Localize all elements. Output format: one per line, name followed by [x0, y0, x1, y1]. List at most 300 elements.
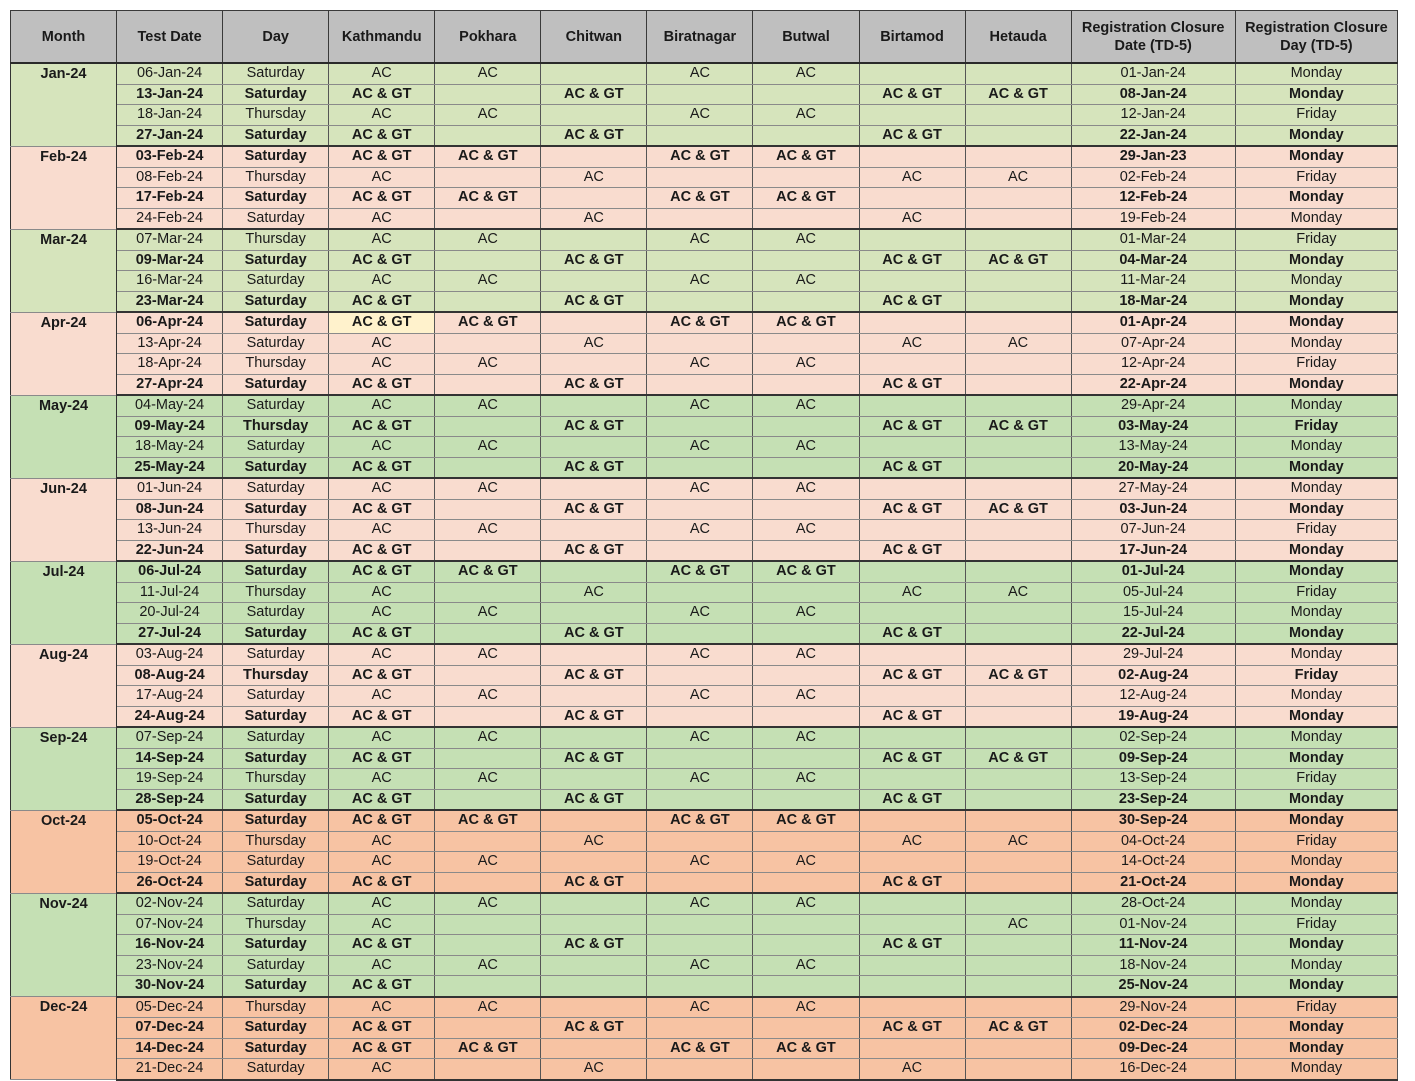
pokhara-cell: AC & GT	[435, 146, 541, 167]
birtamod-cell: AC & GT	[859, 374, 965, 395]
biratnagar-cell: AC & GT	[647, 1038, 753, 1059]
table-row	[11, 893, 1398, 914]
chitwan-cell	[541, 561, 647, 582]
kathmandu-cell: AC	[329, 437, 435, 458]
hetauda-cell	[965, 146, 1071, 167]
hetauda-cell	[965, 935, 1071, 956]
birtamod-cell: AC & GT	[859, 416, 965, 437]
closure-day-cell: Monday	[1235, 872, 1397, 893]
closure-day-cell: Monday	[1235, 333, 1397, 354]
pokhara-cell: AC	[435, 520, 541, 541]
closure-day-cell: Friday	[1235, 167, 1397, 188]
closure-day-cell: Monday	[1235, 706, 1397, 727]
pokhara-cell	[435, 914, 541, 935]
butwal-cell: AC	[753, 437, 859, 458]
pokhara-cell: AC	[435, 955, 541, 976]
butwal-cell: AC	[753, 686, 859, 707]
test-date-cell: 24-Aug-24	[117, 706, 223, 727]
closure-date-cell: 07-Jun-24	[1071, 520, 1235, 541]
table-row	[11, 416, 1398, 437]
hetauda-cell	[965, 457, 1071, 478]
closure-day-cell: Friday	[1235, 105, 1397, 126]
biratnagar-cell	[647, 914, 753, 935]
pokhara-cell	[435, 499, 541, 520]
closure-day-cell: Monday	[1235, 478, 1397, 499]
biratnagar-cell: AC & GT	[647, 146, 753, 167]
biratnagar-cell	[647, 457, 753, 478]
birtamod-cell: AC & GT	[859, 935, 965, 956]
birtamod-cell	[859, 976, 965, 997]
biratnagar-cell: AC	[647, 271, 753, 292]
chitwan-cell: AC & GT	[541, 416, 647, 437]
test-date-cell: 18-Apr-24	[117, 354, 223, 375]
hetauda-cell	[965, 1059, 1071, 1080]
closure-day-cell: Friday	[1235, 997, 1397, 1018]
test-date-cell: 28-Sep-24	[117, 789, 223, 810]
chitwan-cell	[541, 229, 647, 250]
birtamod-cell	[859, 312, 965, 333]
table-row	[11, 229, 1398, 250]
day-cell: Thursday	[223, 665, 329, 686]
butwal-cell	[753, 665, 859, 686]
month-cell: Mar-24	[11, 229, 117, 312]
kathmandu-cell: AC	[329, 395, 435, 416]
chitwan-cell	[541, 914, 647, 935]
hetauda-cell	[965, 955, 1071, 976]
test-date-cell: 01-Jun-24	[117, 478, 223, 499]
chitwan-cell: AC	[541, 167, 647, 188]
day-cell: Thursday	[223, 997, 329, 1018]
biratnagar-cell: AC & GT	[647, 312, 753, 333]
table-row	[11, 935, 1398, 956]
day-cell: Saturday	[223, 727, 329, 748]
pokhara-cell: AC & GT	[435, 810, 541, 831]
chitwan-cell: AC & GT	[541, 1018, 647, 1039]
hetauda-cell: AC	[965, 333, 1071, 354]
day-cell: Thursday	[223, 582, 329, 603]
closure-date-cell: 04-Mar-24	[1071, 250, 1235, 271]
closure-date-cell: 03-Jun-24	[1071, 499, 1235, 520]
month-cell: Jul-24	[11, 561, 117, 644]
closure-day-cell: Monday	[1235, 1059, 1397, 1080]
test-date-cell: 16-Nov-24	[117, 935, 223, 956]
butwal-cell	[753, 457, 859, 478]
closure-day-cell: Monday	[1235, 374, 1397, 395]
table-body	[11, 63, 1398, 1080]
month-cell: May-24	[11, 395, 117, 478]
biratnagar-cell: AC	[647, 852, 753, 873]
biratnagar-cell: AC	[647, 229, 753, 250]
birtamod-cell	[859, 478, 965, 499]
table-row	[11, 561, 1398, 582]
closure-date-cell: 11-Mar-24	[1071, 271, 1235, 292]
birtamod-cell: AC	[859, 831, 965, 852]
hetauda-cell	[965, 229, 1071, 250]
test-date-cell: 07-Mar-24	[117, 229, 223, 250]
test-date-cell: 19-Sep-24	[117, 769, 223, 790]
test-date-cell: 07-Nov-24	[117, 914, 223, 935]
butwal-cell	[753, 1018, 859, 1039]
test-date-cell: 13-Jun-24	[117, 520, 223, 541]
birtamod-cell: AC & GT	[859, 789, 965, 810]
chitwan-cell: AC & GT	[541, 623, 647, 644]
butwal-cell: AC	[753, 395, 859, 416]
kathmandu-cell: AC	[329, 769, 435, 790]
kathmandu-cell: AC	[329, 644, 435, 665]
table-row	[11, 665, 1398, 686]
butwal-cell	[753, 291, 859, 312]
pokhara-cell: AC	[435, 603, 541, 624]
closure-date-cell: 14-Oct-24	[1071, 852, 1235, 873]
hetauda-cell	[965, 769, 1071, 790]
day-cell: Thursday	[223, 914, 329, 935]
day-cell: Saturday	[223, 437, 329, 458]
butwal-cell: AC	[753, 852, 859, 873]
birtamod-cell: AC	[859, 582, 965, 603]
table-row	[11, 582, 1398, 603]
hetauda-cell: AC & GT	[965, 416, 1071, 437]
day-cell: Saturday	[223, 810, 329, 831]
closure-day-cell: Monday	[1235, 84, 1397, 105]
closure-date-cell: 28-Oct-24	[1071, 893, 1235, 914]
hetauda-cell	[965, 1038, 1071, 1059]
test-date-cell: 05-Dec-24	[117, 997, 223, 1018]
kathmandu-cell: AC	[329, 893, 435, 914]
hetauda-cell	[965, 810, 1071, 831]
chitwan-cell: AC	[541, 582, 647, 603]
butwal-cell: AC	[753, 354, 859, 375]
closure-day-cell: Monday	[1235, 935, 1397, 956]
butwal-cell: AC	[753, 769, 859, 790]
pokhara-cell: AC	[435, 437, 541, 458]
hetauda-cell: AC	[965, 167, 1071, 188]
closure-day-cell: Monday	[1235, 63, 1397, 84]
kathmandu-cell: AC	[329, 229, 435, 250]
biratnagar-cell	[647, 250, 753, 271]
pokhara-cell	[435, 250, 541, 271]
month-cell: Apr-24	[11, 312, 117, 395]
table-row	[11, 644, 1398, 665]
test-date-cell: 26-Oct-24	[117, 872, 223, 893]
kathmandu-cell: AC & GT	[329, 706, 435, 727]
pokhara-cell: AC	[435, 686, 541, 707]
table-row	[11, 167, 1398, 188]
butwal-cell: AC	[753, 229, 859, 250]
closure-day-cell: Monday	[1235, 955, 1397, 976]
chitwan-cell: AC & GT	[541, 125, 647, 146]
closure-date-cell: 13-Sep-24	[1071, 769, 1235, 790]
hetauda-cell	[965, 872, 1071, 893]
biratnagar-cell	[647, 291, 753, 312]
kathmandu-cell: AC	[329, 997, 435, 1018]
closure-day-cell: Monday	[1235, 686, 1397, 707]
chitwan-cell: AC & GT	[541, 374, 647, 395]
birtamod-cell	[859, 852, 965, 873]
chitwan-cell	[541, 810, 647, 831]
month-cell: Nov-24	[11, 893, 117, 997]
closure-day-cell: Monday	[1235, 893, 1397, 914]
hetauda-cell: AC & GT	[965, 250, 1071, 271]
biratnagar-cell	[647, 976, 753, 997]
pokhara-cell	[435, 1018, 541, 1039]
closure-date-cell: 29-Jan-23	[1071, 146, 1235, 167]
closure-date-cell: 30-Sep-24	[1071, 810, 1235, 831]
hetauda-cell	[965, 478, 1071, 499]
birtamod-cell	[859, 644, 965, 665]
birtamod-cell: AC & GT	[859, 706, 965, 727]
kathmandu-cell: AC & GT	[329, 146, 435, 167]
closure-date-cell: 08-Jan-24	[1071, 84, 1235, 105]
biratnagar-cell	[647, 125, 753, 146]
biratnagar-cell	[647, 333, 753, 354]
pokhara-cell	[435, 1059, 541, 1080]
closure-day-cell: Monday	[1235, 603, 1397, 624]
closure-date-cell: 02-Sep-24	[1071, 727, 1235, 748]
table-row	[11, 1059, 1398, 1080]
table-row	[11, 499, 1398, 520]
chitwan-cell: AC & GT	[541, 291, 647, 312]
day-cell: Saturday	[223, 748, 329, 769]
table-row	[11, 540, 1398, 561]
day-cell: Saturday	[223, 623, 329, 644]
header-day: Day	[223, 11, 329, 64]
kathmandu-cell: AC & GT	[329, 84, 435, 105]
closure-day-cell: Monday	[1235, 457, 1397, 478]
pokhara-cell	[435, 665, 541, 686]
biratnagar-cell: AC	[647, 727, 753, 748]
hetauda-cell	[965, 437, 1071, 458]
butwal-cell	[753, 789, 859, 810]
pokhara-cell: AC	[435, 852, 541, 873]
day-cell: Saturday	[223, 125, 329, 146]
closure-day-cell: Monday	[1235, 312, 1397, 333]
butwal-cell	[753, 540, 859, 561]
closure-day-cell: Friday	[1235, 665, 1397, 686]
biratnagar-cell	[647, 84, 753, 105]
kathmandu-cell: AC & GT	[329, 374, 435, 395]
butwal-cell	[753, 831, 859, 852]
day-cell: Saturday	[223, 686, 329, 707]
hetauda-cell	[965, 271, 1071, 292]
biratnagar-cell	[647, 665, 753, 686]
table-row	[11, 478, 1398, 499]
day-cell: Thursday	[223, 105, 329, 126]
table-row	[11, 520, 1398, 541]
hetauda-cell: AC	[965, 582, 1071, 603]
birtamod-cell: AC & GT	[859, 125, 965, 146]
month-cell: Aug-24	[11, 644, 117, 727]
pokhara-cell	[435, 208, 541, 229]
birtamod-cell	[859, 997, 965, 1018]
table-row	[11, 997, 1398, 1018]
hetauda-cell	[965, 976, 1071, 997]
closure-date-cell: 25-Nov-24	[1071, 976, 1235, 997]
closure-date-cell: 29-Apr-24	[1071, 395, 1235, 416]
hetauda-cell	[965, 561, 1071, 582]
table-row	[11, 748, 1398, 769]
birtamod-cell: AC	[859, 208, 965, 229]
test-date-cell: 06-Jul-24	[117, 561, 223, 582]
month-cell: Jun-24	[11, 478, 117, 561]
pokhara-cell	[435, 582, 541, 603]
table-row	[11, 810, 1398, 831]
test-date-cell: 13-Jan-24	[117, 84, 223, 105]
kathmandu-cell: AC & GT	[329, 125, 435, 146]
chitwan-cell	[541, 520, 647, 541]
chitwan-cell	[541, 105, 647, 126]
butwal-cell	[753, 167, 859, 188]
biratnagar-cell: AC	[647, 686, 753, 707]
table-row	[11, 333, 1398, 354]
kathmandu-cell: AC & GT	[329, 188, 435, 209]
birtamod-cell	[859, 188, 965, 209]
closure-date-cell: 22-Jan-24	[1071, 125, 1235, 146]
butwal-cell: AC	[753, 520, 859, 541]
biratnagar-cell: AC	[647, 478, 753, 499]
closure-date-cell: 09-Sep-24	[1071, 748, 1235, 769]
pokhara-cell	[435, 291, 541, 312]
test-date-cell: 08-Aug-24	[117, 665, 223, 686]
pokhara-cell	[435, 748, 541, 769]
kathmandu-cell: AC & GT	[329, 457, 435, 478]
table-row	[11, 374, 1398, 395]
pokhara-cell	[435, 872, 541, 893]
biratnagar-cell	[647, 208, 753, 229]
closure-day-cell: Monday	[1235, 1018, 1397, 1039]
closure-day-cell: Monday	[1235, 271, 1397, 292]
biratnagar-cell	[647, 623, 753, 644]
pokhara-cell	[435, 831, 541, 852]
kathmandu-cell: AC & GT	[329, 976, 435, 997]
test-date-cell: 05-Oct-24	[117, 810, 223, 831]
hetauda-cell	[965, 374, 1071, 395]
biratnagar-cell: AC	[647, 644, 753, 665]
header-hetauda: Hetauda	[965, 11, 1071, 64]
table-row	[11, 188, 1398, 209]
chitwan-cell	[541, 63, 647, 84]
day-cell: Thursday	[223, 416, 329, 437]
table-row	[11, 312, 1398, 333]
biratnagar-cell: AC	[647, 354, 753, 375]
chitwan-cell	[541, 852, 647, 873]
birtamod-cell	[859, 955, 965, 976]
pokhara-cell	[435, 706, 541, 727]
chitwan-cell: AC	[541, 1059, 647, 1080]
chitwan-cell: AC & GT	[541, 540, 647, 561]
kathmandu-cell: AC & GT	[329, 540, 435, 561]
hetauda-cell	[965, 727, 1071, 748]
butwal-cell: AC	[753, 955, 859, 976]
pokhara-cell: AC & GT	[435, 1038, 541, 1059]
closure-date-cell: 19-Aug-24	[1071, 706, 1235, 727]
butwal-cell	[753, 416, 859, 437]
closure-date-cell: 16-Dec-24	[1071, 1059, 1235, 1080]
chitwan-cell	[541, 644, 647, 665]
closure-date-cell: 01-Nov-24	[1071, 914, 1235, 935]
test-date-cell: 27-Apr-24	[117, 374, 223, 395]
table-row	[11, 914, 1398, 935]
kathmandu-cell: AC & GT	[329, 499, 435, 520]
day-cell: Thursday	[223, 167, 329, 188]
kathmandu-cell: AC	[329, 914, 435, 935]
test-date-cell: 06-Jan-24	[117, 63, 223, 84]
test-date-cell: 25-May-24	[117, 457, 223, 478]
test-date-cell: 14-Dec-24	[117, 1038, 223, 1059]
hetauda-cell	[965, 188, 1071, 209]
biratnagar-cell: AC	[647, 769, 753, 790]
pokhara-cell: AC	[435, 395, 541, 416]
kathmandu-cell: AC	[329, 478, 435, 499]
chitwan-cell: AC & GT	[541, 250, 647, 271]
header-kathmandu: Kathmandu	[329, 11, 435, 64]
birtamod-cell: AC & GT	[859, 623, 965, 644]
day-cell: Saturday	[223, 291, 329, 312]
butwal-cell	[753, 872, 859, 893]
closure-day-cell: Friday	[1235, 416, 1397, 437]
pokhara-cell: AC	[435, 271, 541, 292]
birtamod-cell: AC & GT	[859, 1018, 965, 1039]
closure-date-cell: 07-Apr-24	[1071, 333, 1235, 354]
table-row	[11, 831, 1398, 852]
pokhara-cell	[435, 976, 541, 997]
pokhara-cell	[435, 333, 541, 354]
table-row	[11, 395, 1398, 416]
birtamod-cell: AC & GT	[859, 84, 965, 105]
pokhara-cell: AC	[435, 105, 541, 126]
butwal-cell	[753, 623, 859, 644]
test-date-cell: 03-Aug-24	[117, 644, 223, 665]
birtamod-cell	[859, 561, 965, 582]
test-date-cell: 21-Dec-24	[117, 1059, 223, 1080]
kathmandu-cell: AC	[329, 105, 435, 126]
closure-date-cell: 20-May-24	[1071, 457, 1235, 478]
kathmandu-cell: AC & GT	[329, 748, 435, 769]
day-cell: Saturday	[223, 893, 329, 914]
test-date-cell: 14-Sep-24	[117, 748, 223, 769]
chitwan-cell: AC & GT	[541, 748, 647, 769]
kathmandu-cell: AC & GT	[329, 1038, 435, 1059]
closure-date-cell: 17-Jun-24	[1071, 540, 1235, 561]
butwal-cell: AC	[753, 478, 859, 499]
kathmandu-cell: AC	[329, 520, 435, 541]
table-row	[11, 789, 1398, 810]
biratnagar-cell	[647, 1018, 753, 1039]
biratnagar-cell: AC	[647, 63, 753, 84]
test-date-cell: 23-Nov-24	[117, 955, 223, 976]
closure-day-cell: Monday	[1235, 291, 1397, 312]
test-date-cell: 04-May-24	[117, 395, 223, 416]
birtamod-cell	[859, 271, 965, 292]
pokhara-cell: AC	[435, 997, 541, 1018]
table-row	[11, 208, 1398, 229]
test-date-cell: 27-Jul-24	[117, 623, 223, 644]
butwal-cell: AC	[753, 893, 859, 914]
butwal-cell	[753, 84, 859, 105]
table-row	[11, 686, 1398, 707]
day-cell: Saturday	[223, 603, 329, 624]
kathmandu-cell: AC	[329, 208, 435, 229]
chitwan-cell	[541, 955, 647, 976]
day-cell: Saturday	[223, 478, 329, 499]
butwal-cell	[753, 250, 859, 271]
butwal-cell	[753, 582, 859, 603]
test-date-cell: 22-Jun-24	[117, 540, 223, 561]
chitwan-cell: AC & GT	[541, 935, 647, 956]
chitwan-cell	[541, 997, 647, 1018]
kathmandu-cell: AC	[329, 271, 435, 292]
chitwan-cell	[541, 312, 647, 333]
pokhara-cell	[435, 416, 541, 437]
